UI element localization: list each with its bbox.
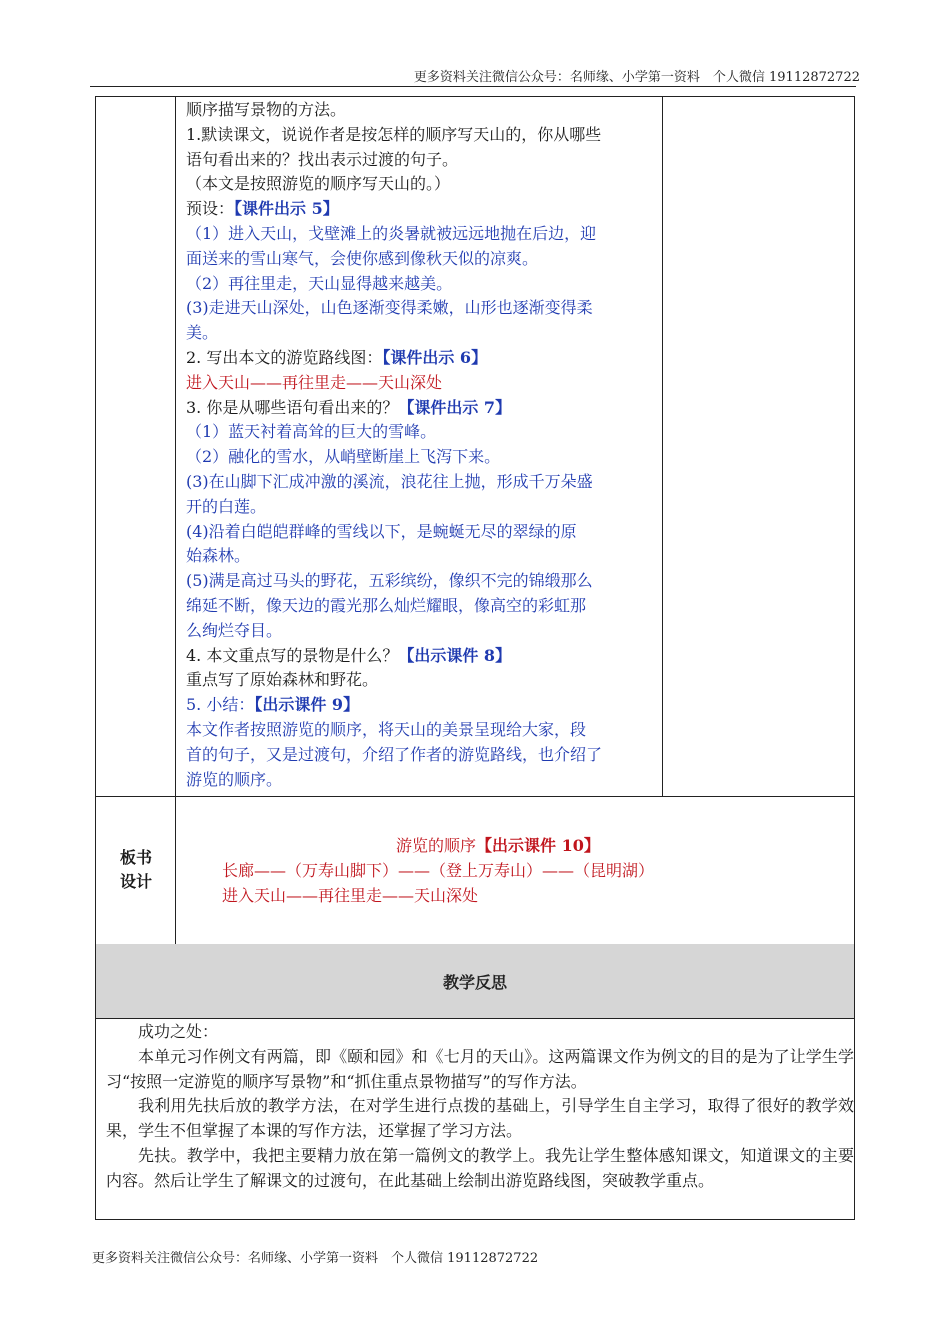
text-1: （1）蓝天衬着高耸的巨大的雪峰。 (186, 422, 437, 442)
slide-tag-8: 【出示课件 8】 (398, 645, 512, 665)
summary-label: 5. 小结： (186, 695, 255, 715)
text-2: （2）融化的雪水，从峭壁断崖上飞泻下来。 (186, 447, 501, 467)
summary-text-cont2: 游览的顺序。 (186, 769, 283, 789)
board-title-line (396, 834, 600, 858)
header-rule (90, 86, 856, 87)
reflection-para-2: 本单元习作例文有两篇，即《颐和园》和《七月的天山》。这两篇课文作为例文的目的是为了让学生学习“按照一定游览的顺序写景物”和“抓住重点景物描写”的写作方法。 (106, 1046, 854, 1091)
question-4-line (186, 644, 664, 669)
preset-label: 预设： (186, 199, 235, 219)
question-2-line (186, 346, 664, 371)
board-title: 游览的顺序 (396, 836, 477, 855)
text-4: (4)沿着白皑皑群峰的雪线以下，是蜿蜒无尽的翠绿的原 (186, 521, 577, 541)
board-route-summer-palace: 长廊——（万寿山脚下）——（登上万寿山）——（昆明湖） (222, 861, 655, 880)
row-divider-reflection-body (95, 1018, 855, 1019)
question-4: 4. 本文重点写的景物是什么？ (186, 645, 399, 665)
question-1: 1.默读课文，说说作者是按怎样的顺序写天山的，你从哪些 (186, 124, 602, 144)
summary-text-cont: 首的句子，又是过渡句，介绍了作者的游览路线，也介绍了 (186, 744, 603, 764)
slide-tag-9: 【出示课件 9】 (254, 695, 360, 715)
summary-text: 本文作者按照游览的顺序，将天山的美景呈现给大家，段 (186, 719, 587, 739)
row-divider-board (95, 796, 855, 797)
page-header: 更多资料关注微信公众号：名师缘、小学第一资料 个人微信 19112872722 (413, 70, 860, 85)
board-route-tianshan: 进入天山——再往里走——天山深处 (222, 886, 479, 905)
board-label-line-1: 板书 (119, 848, 152, 867)
slide-tag-7: 【课件出示 7】 (398, 397, 512, 417)
slide-tag-5: 【课件出示 5】 (234, 199, 339, 219)
question-3-line (186, 396, 664, 421)
text-4-cont: 始森林。 (186, 546, 251, 566)
sentence-3: (3)走进天山深处，山色逐渐变得柔嫩，山形也逐渐变得柔 (186, 298, 593, 318)
summary-line (186, 693, 664, 718)
preset-line (186, 197, 664, 222)
text-5: (5)满是高过马头的野花，五彩缤纷，像织不完的锦缎那么 (186, 571, 593, 591)
text-3-cont: 开的白莲。 (186, 496, 267, 516)
board-label-line-2: 设计 (119, 872, 152, 891)
text-5-cont: 绵延不断，像天边的霞光那么灿烂耀眼，像高空的彩虹那 (186, 595, 587, 615)
question-3: 3. 你是从哪些语句看出来的？ (186, 397, 399, 417)
reflection-para-4: 先扶。教学中，我把主要精力放在第一篇例文的教学上。我先让学生整体感知课文，知道课文的主要内容。然后让学生了解课文的过渡句，在此基础上绘制出游览路线图，突破教学重点。 (106, 1145, 854, 1190)
sentence-3-cont: 美。 (186, 323, 219, 343)
slide-tag-10: 【出示课件 10】 (476, 836, 600, 855)
question-1-answer: （本文是按照游览的顺序写天山的。） (186, 174, 451, 194)
teaching-process (186, 98, 664, 792)
board-design-label (97, 846, 175, 894)
slide-tag-6: 【课件出示 6】 (382, 347, 488, 367)
route-line: 进入天山——再往里走——天山深处 (186, 372, 443, 392)
question-4-answer: 重点写了原始森林和野花。 (186, 670, 379, 690)
sentence-1-cont: 面送来的雪山寒气，会使你感到像秋天似的凉爽。 (186, 248, 539, 268)
question-2: 2. 写出本文的游览路线图： (186, 347, 383, 367)
col-divider-left (175, 96, 176, 945)
reflection-title: 教学反思 (442, 973, 507, 992)
reflection-body (106, 1020, 854, 1194)
text-5-cont2: 么绚烂夺目。 (186, 620, 283, 640)
sentence-1: （1）进入天山，戈壁滩上的炎暑就被远远地抛在后边，迎 (186, 223, 597, 243)
sentence-2: （2）再往里走，天山显得越来越美。 (186, 273, 453, 293)
reflection-para-3: 我利用先扶后放的教学方法，在对学生进行点拨的基础上，引导学生自主学习，取得了很好的教学效果，学生不但掌握了本课的写作方法，还掌握了学习方法。 (106, 1096, 854, 1141)
reflection-para-1: 成功之处： (138, 1022, 219, 1041)
page-footer: 更多资料关注微信公众号：名师缘、小学第一资料 个人微信 19112872722 (92, 1251, 539, 1266)
question-1-cont: 语句看出来的？找出表示过渡的句子。 (186, 149, 459, 169)
text-3: (3)在山脚下汇成冲激的溪流，浪花往上抛，形成千万朵盛 (186, 471, 593, 491)
content-line: 顺序描写景物的方法。 (186, 100, 347, 119)
